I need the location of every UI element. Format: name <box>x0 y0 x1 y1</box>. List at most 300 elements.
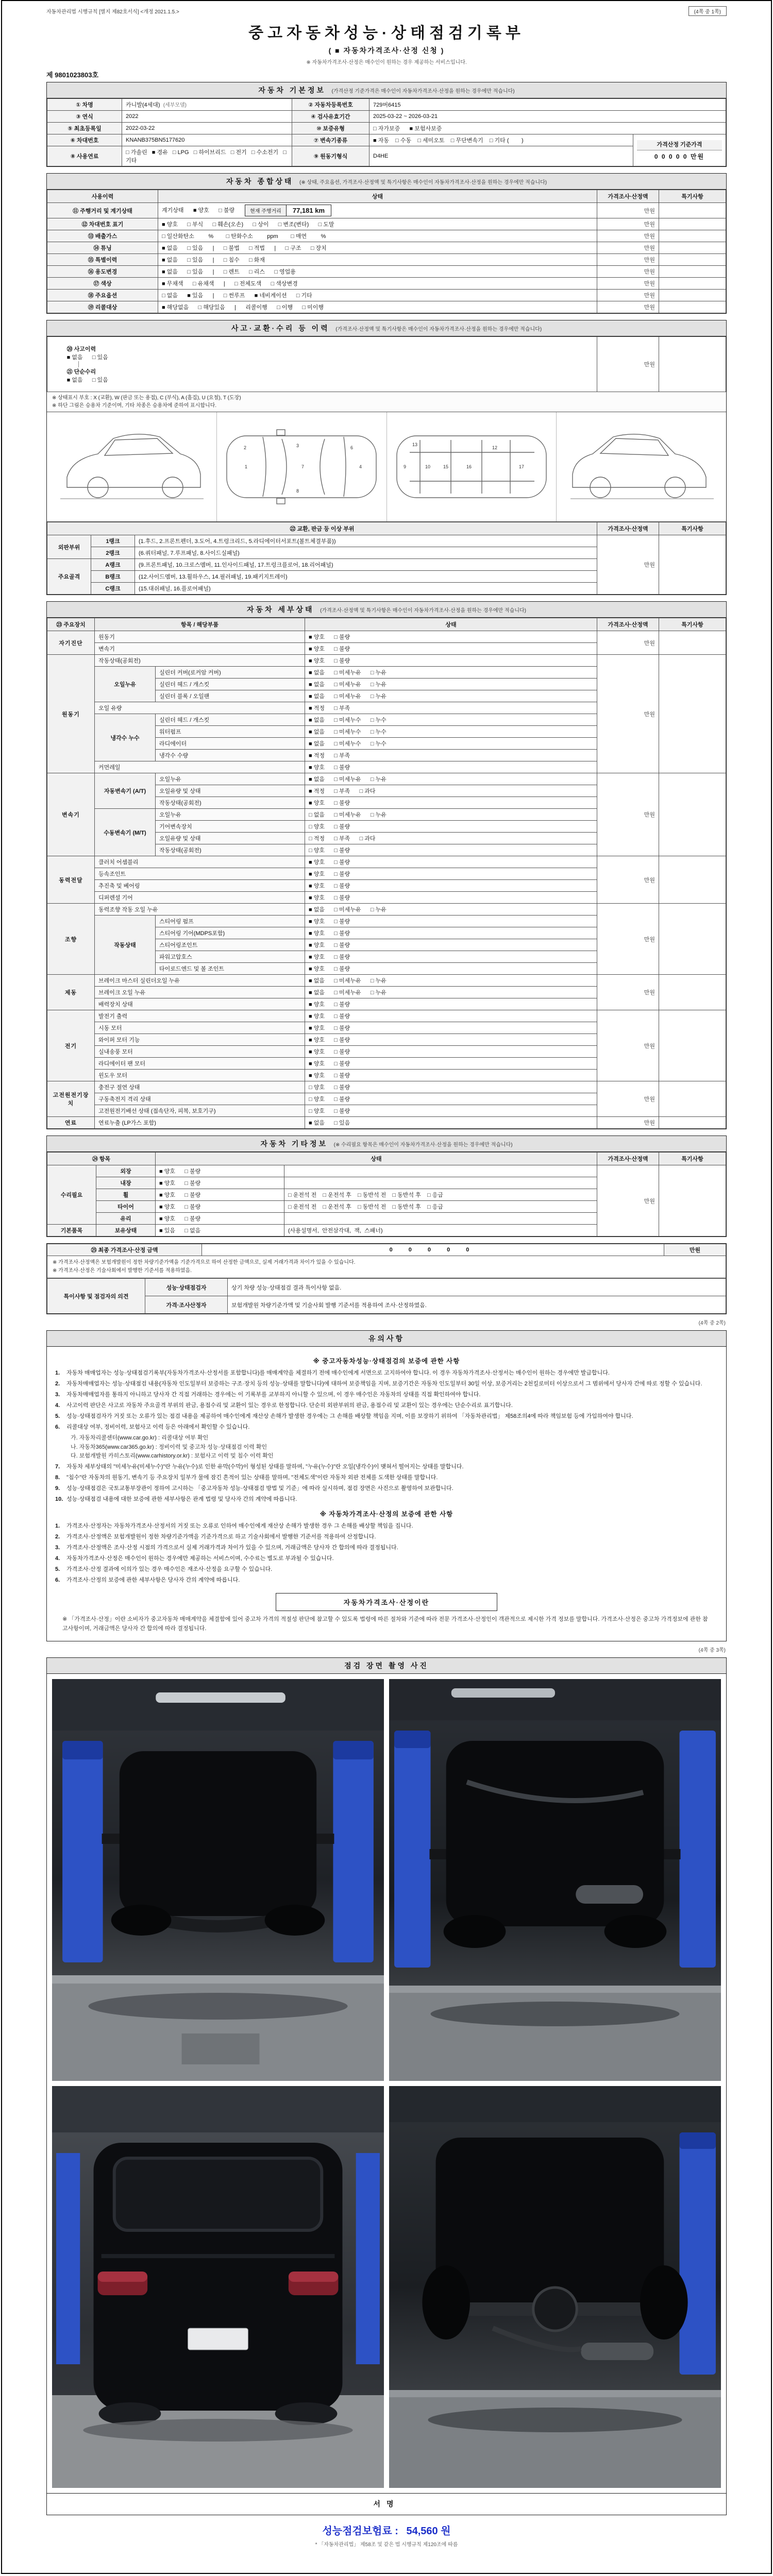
model-year-label: ③ 연식 <box>47 111 122 123</box>
price-cell: 만원 <box>597 535 659 595</box>
detail-row <box>47 773 726 785</box>
device-status: ■ 양호 □ 불량 <box>305 927 597 939</box>
price-cell: 만원 <box>597 290 659 301</box>
etc-info-table <box>47 1152 726 1236</box>
device-item: 기어변속장치 <box>156 821 305 833</box>
notice-item-text: 리콜대상 여부, 정비이력, 보험사고 이력 등은 아래에서 확인할 수 있습니다. <box>66 1424 250 1431</box>
col-price: 가격조사·산정액 <box>597 1153 659 1165</box>
legend-line-2: ※ 하단 그림은 승용차 기준이며, 기타 차종은 승용차에 준하여 표시합니다. <box>52 403 217 409</box>
inspection-photo-1 <box>52 1679 384 2081</box>
remark-cell <box>659 655 726 773</box>
simple-repair-options: ■ 없음 □ 있음 <box>66 377 108 384</box>
detail-row <box>47 631 726 643</box>
usage-item-label: ⑮ 특별이력 <box>47 254 158 266</box>
usage-item-status <box>158 278 597 290</box>
device-status: ■ 양호 □ 불량 <box>305 1046 597 1058</box>
overall-row <box>47 266 726 278</box>
device-item: 오일유량 및 상태 <box>156 833 305 844</box>
detail-section-header <box>47 602 726 618</box>
device-item: 오일누유 <box>156 773 305 785</box>
remark-cell <box>659 535 726 595</box>
final-note-2: ※ 가격조사·산정은 기술사회에서 발행한 기준서를 적용하였음. <box>53 1268 192 1274</box>
etc-group-label: 기본품목 <box>47 1225 96 1236</box>
remark-cell <box>659 242 726 254</box>
device-status: ■ 양호 □ 불량 <box>305 856 597 868</box>
device-item: 실내송풍 모터 <box>95 1046 305 1058</box>
usage-item-status <box>158 290 597 301</box>
device-item: 디퍼렌셜 기어 <box>95 892 305 904</box>
inspector-opinion-table <box>47 1278 726 1314</box>
usage-item-status <box>158 266 597 278</box>
etc-section-title: 자동차 기타정보 <box>260 1140 328 1148</box>
car-outline-bottom-icon <box>389 415 554 518</box>
remark-cell <box>659 1081 726 1117</box>
accident-history-label: ⑳ 사고이력 <box>66 346 96 352</box>
car-diagram-front-side <box>47 412 217 521</box>
car-name-value <box>122 99 292 111</box>
device-item: 스티어링조인트 <box>156 939 305 951</box>
remark-cell <box>659 203 726 218</box>
car-outline-front-icon <box>54 415 209 518</box>
col-status: 상태 <box>305 618 597 631</box>
insurance-premium-label: 성능점검보험료 : <box>322 2525 398 2537</box>
car-name-label: ① 차명 <box>47 99 122 111</box>
price-cell: 만원 <box>597 1165 659 1236</box>
notice-item-number: 9. <box>55 1485 60 1492</box>
device-status: □ 없음 □ 미세누유 □ 누유 <box>305 809 597 821</box>
vin-value: KNANB375BN5177620 <box>122 134 292 146</box>
rank-label: C랭크 <box>91 583 135 595</box>
overall-section-header <box>47 174 726 190</box>
col-price: 가격조사·산정액 <box>597 618 659 631</box>
notice-subitem: 가. 자동차리콜센터(www.car.go.kr) : 리콜대상 여부 확인 <box>71 1435 209 1442</box>
price-cell: 만원 <box>597 278 659 290</box>
device-status: ■ 없음 □ 미세누유 □ 누유 <box>305 773 597 785</box>
usage-item-status <box>158 301 597 313</box>
notice-item <box>55 1423 718 1432</box>
remark-cell <box>659 254 726 266</box>
device-group-label: 자기진단 <box>47 631 95 655</box>
final-price-label: ㉕ 최종 가격조사·산정 금액 <box>47 1244 202 1256</box>
device-status: ■ 양호 □ 불량 <box>305 631 597 643</box>
device-item: 구동축전지 격리 상태 <box>95 1093 305 1105</box>
device-subgroup-label: 냉각수 누수 <box>95 714 156 761</box>
rank-parts: (9.프론트패널, 10.크로스멤버, 11.인사이드패널, 17.트렁크플로어, 18.리어패널) <box>135 559 597 571</box>
device-status: □ 양호 □ 불량 <box>305 1081 597 1093</box>
etc-item-status: ■ 양호 □ 불량 <box>156 1201 284 1213</box>
usage-item-label: ⑬ 배출가스 <box>47 230 158 242</box>
base-price-unit: 만원 <box>690 152 705 160</box>
notice-item <box>55 1533 718 1541</box>
notice-item-text: 자동차 매매업자는 성능·상태점검기록부(자동차가격조사·산정서를 포함합니다)를 매매계약을 체결하기 전에 매수인에게 서면으로 고지하여야 합니다. 이 경우 자동차가격조사·산정서는 매수인이 원하는 경우에만 발급합니다. <box>66 1370 610 1377</box>
device-item: 실린더 헤드 / 개스킷 <box>156 714 305 726</box>
signature-row <box>47 2493 726 2515</box>
transmission-value: ■ 자동 □ 수동 □ 세미오토 □ 무단변속기 □ 기타 ( ) <box>369 134 633 146</box>
rank-row <box>47 535 726 547</box>
device-item: 실린더 헤드 / 개스킷 <box>156 679 305 690</box>
diagram-part-number: 6 <box>350 445 354 451</box>
status-options: ■ 무채색 □ 유채색 | □ 전체도색 □ 색상변경 <box>162 281 298 287</box>
etc-item-extra <box>284 1177 597 1189</box>
device-subgroup-label: 작동상태 <box>95 916 156 975</box>
notice-item-text: 성능·상태점검 내용에 대한 보증에 관한 세부사항은 관계 법령 및 당사자 간의 계약에 따릅니다. <box>66 1496 297 1503</box>
device-item: 동력조향 작동 오일 누유 <box>95 904 305 916</box>
document-sheet <box>1 0 772 2574</box>
diagram-part-number: 12 <box>492 445 497 451</box>
first-registration-label: ⑤ 최초등록일 <box>47 123 122 134</box>
overall-row <box>47 230 726 242</box>
device-status: ■ 양호 □ 불량 <box>305 916 597 927</box>
opinion-label: 특이사항 및 점검자의 의견 <box>47 1279 145 1314</box>
device-group-label: 연료 <box>47 1117 95 1129</box>
notice-part2-title: ※ 자동차가격조사·산정의 보증에 관한 사항 <box>320 1511 453 1518</box>
notice-section-header <box>47 1331 726 1347</box>
notice-item-text: 자동차매매업자는 성능·상태점검 내용(자동차 인도일부터 보증하는 구조·장치 등의 성능·상태를 말합니다)에 대하여 보증책임을 지며, 보증기간은 자동차 인도일부터 30일 이상, 보증거리는 2천킬로미터 이상으로서 그 범위에서 당사자 간에 따로 정할 수 있습니다. <box>66 1381 702 1387</box>
device-item: 등속조인트 <box>95 868 305 880</box>
document-subtitle: ( ■ 자동차가격조사·산정 신청 ) <box>328 46 445 55</box>
etc-item-extra <box>284 1165 597 1177</box>
notice-item-text: 가격조사·산정의 보증에 관한 세부사항은 당사자 간의 계약에 따릅니다. <box>66 1577 240 1584</box>
notice-item <box>55 1544 718 1552</box>
device-item: 브레이크 오일 누유 <box>95 987 305 998</box>
engine-type-value: D4HE <box>369 146 633 166</box>
base-price-cell <box>633 134 726 166</box>
usage-item-status <box>158 254 597 266</box>
device-subgroup-label: 자동변속기 (A/T) <box>95 773 156 809</box>
overall-row <box>47 278 726 290</box>
device-item: 실린더 커버(로커암 커버) <box>156 667 305 679</box>
device-item: 오일유량 및 상태 <box>156 785 305 797</box>
col-device: ㉓ 주요장치 <box>47 618 95 631</box>
notice-item-text: 성능·상태점검자가 거짓 또는 오류가 있는 점검 내용을 제공하여 매수인에게 재산상 손해가 발생한 경우에는 그 손해를 배상할 책임을 지며, 이를 보장하기 위하여 「자동차관리법」 제58조의4에 따라 책임보험 등에 가입하여야 합니다. <box>66 1413 633 1420</box>
warranty-type-value: □ 자가보증 ■ 보험사보증 <box>369 123 726 134</box>
status-options: □ 일산화탄소 % □ 탄화수소 ppm □ 매연 % <box>162 233 326 240</box>
etc-item-extra: □ 운전석 전 □ 운전석 후 □ 동반석 전 □ 동반석 후 □ 응급 <box>284 1201 597 1213</box>
remark-cell <box>659 904 726 975</box>
basic-section-header <box>47 82 726 98</box>
col-price: 가격조사·산정액 <box>597 522 659 535</box>
col-remark: 특기사항 <box>659 190 726 203</box>
usage-item-status <box>158 203 597 218</box>
base-price-label: 가격산정 기준가격 <box>637 140 722 150</box>
device-status: ■ 없음 □ 미세누유 □ 누유 <box>305 987 597 998</box>
device-item: 원동기 <box>95 631 305 643</box>
notice-item-text: "침수"란 자동차의 원동기, 변속기 등 주요장치 일부가 물에 잠긴 흔적이 있는 상태를 말하며, "전체도색"이란 자동차 외판 전체를 도색한 상태를 말합니다. <box>66 1474 438 1481</box>
etc-section-header <box>47 1136 726 1152</box>
device-status: ■ 없음 □ 미세누유 □ 누유 <box>305 975 597 987</box>
rank-label: 2랭크 <box>91 547 135 559</box>
notice-item-number: 6. <box>55 1577 60 1584</box>
remark-cell <box>659 1010 726 1081</box>
diagram-part-number: 9 <box>403 464 406 470</box>
diagram-part-number: 4 <box>359 464 362 470</box>
notice-item-number: 7. <box>55 1463 60 1470</box>
device-status: ■ 양호 □ 불량 <box>305 880 597 892</box>
device-item: 오일 유량 <box>95 702 305 714</box>
notice-item-text: 사고이력 판단은 사고로 자동차 주요골격 부위의 판금, 용접수리 및 교환이 있는 경우로 한정합니다. 단순히 외판부위의 판금, 용접수리 및 교환이 있는 경우에는 단순수리로 표기합니다. <box>66 1402 513 1409</box>
diagram-part-number: 2 <box>244 445 247 451</box>
remark-cell <box>659 230 726 242</box>
device-status: ■ 양호 □ 불량 <box>305 1034 597 1046</box>
price-cell: 만원 <box>597 203 659 218</box>
price-cell: 만원 <box>597 655 659 773</box>
etc-item-label: 타이어 <box>96 1201 156 1213</box>
detail-condition-table <box>47 618 726 1129</box>
device-status: ■ 없음 □ 미세누수 □ 누수 <box>305 738 597 750</box>
remark-cell <box>659 218 726 230</box>
device-status: ■ 양호 □ 불량 <box>305 643 597 655</box>
device-item: 실린더 블록 / 오일팬 <box>156 690 305 702</box>
notice-subitem: 다. 보험개발원 카히스토리(www.carhistory.or.kr) : 보험사고 이력 및 침수 이력 확인 <box>71 1453 274 1460</box>
device-item: 타이로드엔드 및 볼 조인트 <box>156 963 305 975</box>
section-final-price <box>46 1243 727 1314</box>
notice-body <box>47 1347 726 1640</box>
accident-section-title: 사고·교환·수리 등 이력 <box>231 324 330 332</box>
notice-item <box>55 1565 718 1574</box>
status-options: ■ 해당없음 □ 해당있음 | 리콜이행 □ 이행 □ 미이행 <box>162 304 324 311</box>
detail-row <box>47 1117 726 1129</box>
notice-item <box>55 1412 718 1421</box>
col-item: 항목 / 해당부품 <box>95 618 305 631</box>
section-basic-info <box>46 82 727 167</box>
device-item: 브레이크 마스터 실린더오일 누유 <box>95 975 305 987</box>
device-status: ■ 양호 □ 불량 <box>305 1010 597 1022</box>
title-block <box>46 20 727 65</box>
diagram-part-number: 10 <box>425 464 430 470</box>
detail-row <box>47 975 726 987</box>
vin-label: ⑥ 차대번호 <box>47 134 122 146</box>
col-item: ㉔ 항목 <box>47 1153 156 1165</box>
final-price-unit: 만원 <box>664 1244 726 1256</box>
notice-item <box>55 1554 718 1563</box>
device-group-label: 제동 <box>47 975 95 1010</box>
rank-parts: (1.후드, 2.프론트펜더, 3.도어, 4.트렁크리드, 5.라디에이터서포트(볼트체결부품)) <box>135 535 597 547</box>
notice-part1-title: ※ 중고자동차성능·상태점검의 보증에 관한 사항 <box>313 1358 460 1365</box>
accident-summary-row <box>47 336 726 392</box>
etc-item-label: 유리 <box>96 1213 156 1225</box>
etc-item-label: 휠 <box>96 1189 156 1201</box>
device-status: ■ 양호 □ 불량 <box>305 1058 597 1070</box>
reg-no-value: 729버6415 <box>369 99 726 111</box>
remark-cell <box>659 975 726 1010</box>
col-status: 상태 <box>158 190 597 203</box>
model-year-value: 2022 <box>122 111 292 123</box>
device-group-label: 조향 <box>47 904 95 975</box>
col-remark: 특기사항 <box>659 1153 726 1165</box>
fuel-value: □ 가솔린 ■ 경유 □ LPG □ 하이브리드 □ 전기 □ 수소전기 □ 기타 <box>122 146 292 166</box>
notice-item <box>55 1369 718 1378</box>
device-item: 시동 모터 <box>95 1022 305 1034</box>
notice-item-text: 가격조사·산정액은 조사·산정 시점의 가격으로서 실제 거래가격과 차이가 있을 수 있으며, 거래금액은 당사자 간 합의에 따라 결정됩니다. <box>66 1545 398 1551</box>
section-overall-condition <box>46 173 727 314</box>
usage-item-label: ⑰ 색상 <box>47 278 158 290</box>
device-item: 배력장치 상태 <box>95 998 305 1010</box>
reg-no-label: ② 자동차등록번호 <box>292 99 369 111</box>
device-item: 추진축 및 베어링 <box>95 880 305 892</box>
diagram-part-number: 7 <box>301 464 305 470</box>
price-cell: 만원 <box>597 337 659 392</box>
overall-condition-table <box>47 190 726 313</box>
insurance-premium-line <box>46 2522 727 2537</box>
etc-item-label: 보유상태 <box>96 1225 156 1236</box>
device-status: □ 양호 □ 불량 <box>305 821 597 833</box>
price-cell: 만원 <box>597 1081 659 1117</box>
legal-footnote: * 「자동차관리법」 제58조 및 같은 법 시행규칙 제120조에 따름 <box>315 2541 458 2548</box>
etc-item-status: ■ 양호 □ 불량 <box>156 1189 284 1201</box>
device-status: ■ 양호 □ 불량 <box>305 797 597 809</box>
overall-row <box>47 242 726 254</box>
device-group-label: 전기 <box>47 1010 95 1081</box>
device-item: 고전원전기배선 상태 (접속단자, 피복, 보호기구) <box>95 1105 305 1117</box>
inspector-opinion-text: 상기 차량 성능·상태점검 결과 특이사항 없음. <box>228 1279 726 1296</box>
status-options: ■ 없음 □ 있음 | □ 렌트 □ 리스 □ 영업용 <box>162 269 296 275</box>
notice-item-text: 가격조사·산정자는 자동차가격조사·산정서의 거짓 또는 오류로 인하여 매수인에게 재산상 손해가 발생한 경우 그 손해를 배상할 책임을 집니다. <box>66 1523 413 1530</box>
state-code-legend <box>47 392 726 412</box>
device-status: ■ 없음 □ 있음 <box>305 1117 597 1129</box>
notice-item-text: 자동차가격조사·산정은 매수인이 원하는 경우에만 제공하는 서비스이며, 수수료는 별도로 부과될 수 있습니다. <box>66 1555 334 1562</box>
notice-item <box>55 1463 718 1471</box>
car-outline-top-icon <box>219 415 384 518</box>
notice-item-number: 3. <box>55 1545 60 1551</box>
form-reference: 자동차관리법 시행규칙 [별지 제82호서식] <개정 2021.1.5.> <box>46 9 179 15</box>
overall-section-note: (※ 상태, 주요옵션, 가격조사·산정액 및 특기사항은 매수인이 자동차가격조사·산정을 원하는 경우에만 적습니다) <box>299 180 547 185</box>
notice-item-number: 3. <box>55 1392 60 1398</box>
status-options: □ 없음 ■ 있음 | □ 썬루프 ■ 네비게이션 □ 기타 <box>162 293 312 299</box>
col-remark: 특기사항 <box>659 618 726 631</box>
notice-item-text: 자동차 세부상태의 "미세누유(미세누수)"란 누유(누수)로 인한 유막(수막)이 형성된 상태를 말하며, "누유(누수)"란 오일(냉각수)이 맺혀서 떨어지는 상태를 말합니다. <box>66 1463 464 1470</box>
notice-item-number: 6. <box>55 1424 60 1431</box>
device-group-label: 고전원전기장치 <box>47 1081 95 1117</box>
detail-section-note: (가격조사·산정액 및 특기사항은 매수인이 자동차가격조사·산정을 원하는 경우에만 적습니다) <box>320 608 527 614</box>
device-status: □ 적정 □ 부족 □ 과다 <box>305 833 597 844</box>
car-diagram-top <box>217 412 387 521</box>
overall-row <box>47 203 726 218</box>
device-status: ■ 적정 □ 부족 □ 과다 <box>305 785 597 797</box>
page-tag-3: (4쪽 중 3쪽) <box>698 1647 726 1653</box>
device-item: 냉각수 수량 <box>156 750 305 761</box>
etc-item-label: 내장 <box>96 1177 156 1189</box>
accident-section-header <box>47 320 726 336</box>
detail-row <box>47 655 726 667</box>
device-status: ■ 없음 □ 미세누수 □ 누수 <box>305 726 597 738</box>
section-detail-condition <box>46 601 727 1129</box>
remark-cell <box>659 301 726 313</box>
notice-subitem: 나. 자동차365(www.car365.go.kr) : 정비이력 및 중고차 성능·상태점검 이력 확인 <box>71 1444 267 1450</box>
basic-section-note: (가격산정 기준가격은 매수인이 자동차가격조사·산정을 원하는 경우에만 적습니다) <box>331 89 515 94</box>
device-item: 변속기 <box>95 643 305 655</box>
inspection-photo-4 <box>389 2086 721 2488</box>
price-cell: 만원 <box>597 242 659 254</box>
final-price-notes <box>47 1256 726 1278</box>
price-cell: 만원 <box>597 1010 659 1081</box>
notice-section-title: 유의사항 <box>368 1334 405 1343</box>
device-item: 오일누유 <box>156 809 305 821</box>
overall-row <box>47 218 726 230</box>
col-usage-history: 사용이력 <box>47 190 158 203</box>
rank-label: B랭크 <box>91 571 135 583</box>
detail-row <box>47 1010 726 1022</box>
basic-section-title: 자동차 기본정보 <box>258 86 326 94</box>
device-item: 와이퍼 모터 기능 <box>95 1034 305 1046</box>
notice-item <box>55 1401 718 1410</box>
usage-item-label: ⑪ 주행거리 및 계기상태 <box>47 203 158 218</box>
page-tag-2: (4쪽 중 2쪽) <box>698 1320 726 1327</box>
accident-history-options: ■ 없음 □ 있음 <box>66 354 108 361</box>
basic-info-table <box>47 98 726 166</box>
panel-group-label: 외판부위 <box>47 535 91 559</box>
remark-cell <box>659 266 726 278</box>
simple-repair-label: ㉑ 단순수리 <box>66 369 96 376</box>
price-appraisal-definition-text: ※ 「가격조사·산정」이란 소비자가 중고자동차 매매계약을 체결함에 있어 중고차 가격의 적절성 판단에 참고할 수 있도록 법령에 따른 절차와 기준에 따라 전문 가격조사·산정인이 객관적으로 제시한 가격 정보를 말합니다. 가격조사·산정은 중고차 가격정보에 관한 참고사항이며, 거래금액은 당사자 간 합의에 따라 결정됩니다. <box>62 1616 708 1632</box>
notice-item-number: 10. <box>55 1496 63 1503</box>
diagram-part-number: 16 <box>466 464 472 470</box>
price-cell: 만원 <box>597 773 659 856</box>
accident-history-cell <box>47 337 597 392</box>
inspection-period-value: 2025-03-22 ~ 2026-03-21 <box>369 111 726 123</box>
notice-item <box>55 1380 718 1388</box>
status-options: ■ 양호 □ 부식 □ 훼손(오손) □ 상이 □ 변조(변타) □ 도말 <box>162 222 334 228</box>
notice-item <box>55 1391 718 1399</box>
device-status: ■ 양호 □ 불량 <box>305 951 597 963</box>
device-status: ■ 양호 □ 불량 <box>305 868 597 880</box>
notice-item-text: 자동차매매업자를 통하지 아니하고 당사자 간 직접 거래하는 경우에는 이 기록부를 교부하지 아니할 수 있으며, 이 경우 매수인은 자동차의 상태를 직접 확인하여야 합니다. <box>66 1392 481 1398</box>
price-cell: 만원 <box>597 631 659 655</box>
document-title-note: ※ 자동차가격조사·산정은 매수인이 원하는 경우 제공하는 서비스입니다. <box>306 60 467 65</box>
device-item: 발전기 출력 <box>95 1010 305 1022</box>
device-status: ■ 적정 □ 부족 <box>305 702 597 714</box>
photo-grid <box>47 1674 726 2493</box>
device-status: ■ 양호 □ 불량 <box>305 963 597 975</box>
overall-section-title: 자동차 종합상태 <box>226 177 294 185</box>
device-item: 라디에이터 팬 모터 <box>95 1058 305 1070</box>
remark-cell <box>659 773 726 856</box>
price-cell: 만원 <box>597 266 659 278</box>
detail-row <box>47 904 726 916</box>
rank-label: A랭크 <box>91 559 135 571</box>
notice-item <box>55 1473 718 1482</box>
device-status: ■ 양호 □ 불량 <box>305 655 597 667</box>
device-item: 작동상태(공회전) <box>156 844 305 856</box>
device-item: 연료누출 (LP가스 포함) <box>95 1117 305 1129</box>
etc-item-status: ■ 양호 □ 불량 <box>156 1177 284 1189</box>
device-status: ■ 없음 □ 미세누수 □ 누수 <box>305 714 597 726</box>
col-price: 가격조사·산정액 <box>597 190 659 203</box>
detail-row <box>47 1081 726 1093</box>
notice-item-text: 가격조사·산정액은 보험개발원이 정한 차량기준가액을 기준가격으로 하고 기술사회에서 발행한 기준서를 적용하여 산정합니다. <box>66 1534 376 1540</box>
notice-item-number: 5. <box>55 1566 60 1573</box>
inspection-photo-3 <box>52 2086 384 2488</box>
etc-row <box>47 1165 726 1177</box>
etc-item-status: ■ 양호 □ 불량 <box>156 1165 284 1177</box>
price-cell: 만원 <box>597 301 659 313</box>
remark-cell <box>659 337 726 392</box>
diagram-part-number: 15 <box>443 464 448 470</box>
price-appraisal-definition-box: 자동차가격조사·산정이란 <box>276 1593 497 1611</box>
section-etc-info <box>46 1136 727 1237</box>
usage-item-label: ⑯ 용도변경 <box>47 266 158 278</box>
device-status: ■ 없음 □ 미세누유 □ 누유 <box>305 690 597 702</box>
notice-item <box>55 1576 718 1585</box>
device-status: ■ 적정 □ 부족 <box>305 750 597 761</box>
base-price-digits: 0 0 0 0 0 <box>654 152 688 160</box>
document-number: 제 9801023803호 <box>46 71 99 79</box>
etc-item-status: ■ 있음 □ 없음 <box>156 1225 284 1236</box>
usage-item-label: ⑲ 리콜대상 <box>47 301 158 313</box>
device-status: ■ 양호 □ 불량 <box>305 1070 597 1081</box>
top-reference-line <box>46 6 727 16</box>
accident-section-note: (가격조사·산정액 및 특기사항은 매수인이 자동차가격조사·산정을 원하는 경우에만 적습니다) <box>335 327 542 332</box>
odometer-value: 77,181 km <box>292 207 325 214</box>
